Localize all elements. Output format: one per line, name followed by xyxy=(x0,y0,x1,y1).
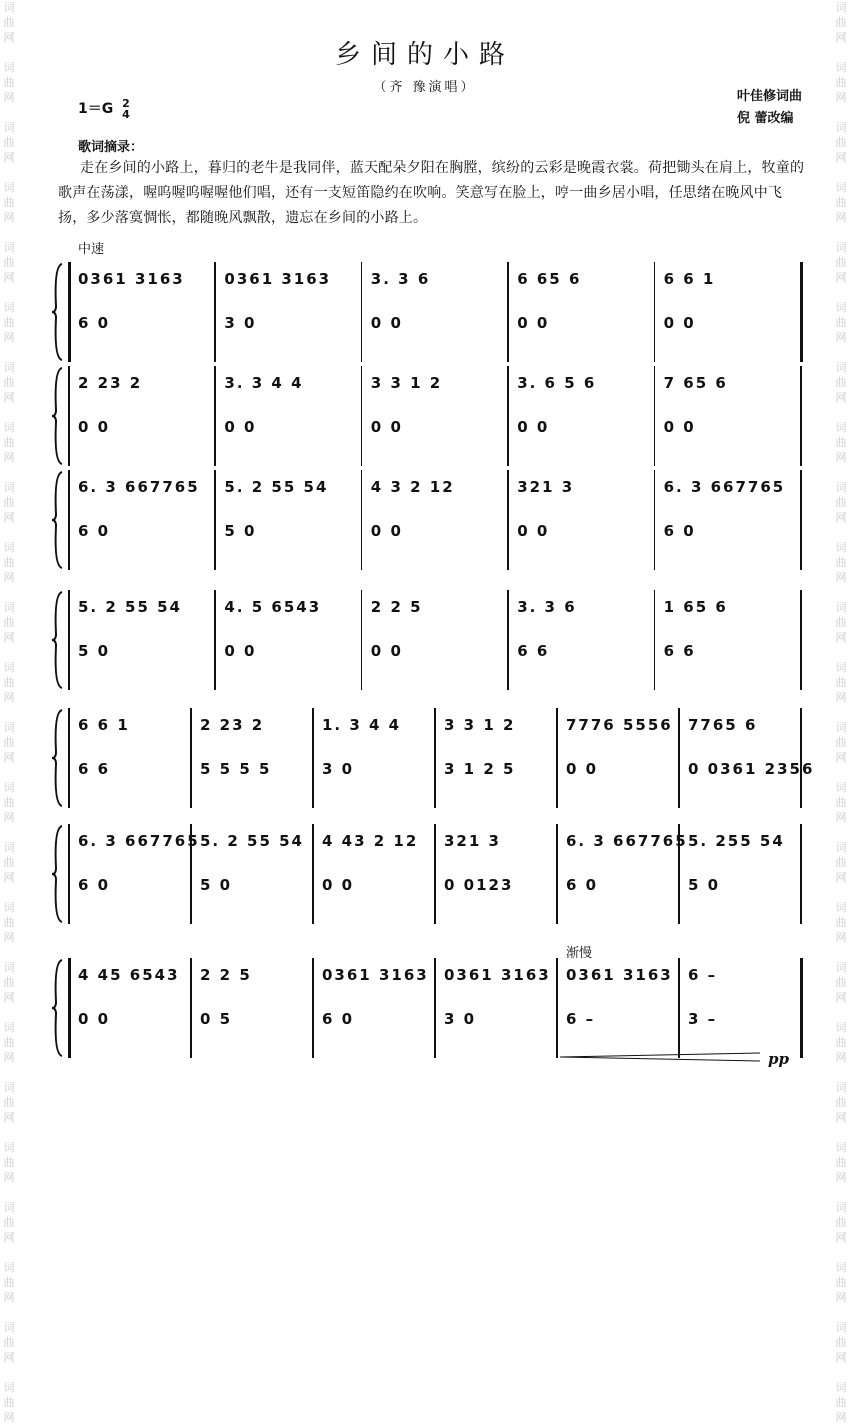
upper-staff-notes: 3 3 1 2 xyxy=(370,374,443,392)
measure xyxy=(517,262,649,362)
measure xyxy=(78,470,210,570)
measure xyxy=(688,708,815,808)
measure xyxy=(322,824,430,924)
upper-staff-notes: 7 65 6 xyxy=(663,374,728,392)
score-system xyxy=(58,470,802,570)
upper-staff-notes: 6. 3 667765 xyxy=(663,478,786,496)
measure xyxy=(78,590,210,690)
lower-staff-notes: 3 0 xyxy=(322,760,355,778)
measure xyxy=(444,708,552,808)
lower-staff-notes: 5 0 xyxy=(78,642,111,660)
score-system xyxy=(58,824,802,924)
barline xyxy=(800,958,803,1058)
barline xyxy=(800,708,802,808)
lower-staff-notes: 6 6 xyxy=(663,642,696,660)
score-system xyxy=(58,958,802,1058)
measure xyxy=(566,824,688,924)
lower-staff-notes: 5 0 xyxy=(224,522,257,540)
measure xyxy=(200,708,308,808)
measure xyxy=(78,708,186,808)
lower-staff-notes: 3 1 2 5 xyxy=(444,760,516,778)
barline xyxy=(507,470,509,570)
barline xyxy=(68,824,70,924)
key-label: 1＝G xyxy=(78,101,114,117)
barline xyxy=(678,708,680,808)
lower-staff-notes: 0 0 xyxy=(663,314,696,332)
song-title: 乡间的小路 xyxy=(334,40,515,70)
upper-staff-notes: 0361 3163 xyxy=(78,270,185,288)
barline xyxy=(800,262,803,362)
measure xyxy=(517,366,649,466)
barline xyxy=(68,958,71,1058)
barline xyxy=(434,708,436,808)
barline xyxy=(214,262,216,362)
upper-staff-notes: 0361 3163 xyxy=(566,966,673,984)
lower-staff-notes: 3 – xyxy=(688,1010,718,1028)
lyrics-heading: 歌词摘录： xyxy=(78,140,144,155)
barline xyxy=(556,708,558,808)
upper-staff-notes: 6. 3 667765 xyxy=(566,832,688,850)
barline xyxy=(800,470,802,570)
barline xyxy=(800,590,802,690)
score-system xyxy=(58,366,802,466)
dynamic-pp: pp xyxy=(768,1050,789,1068)
upper-staff-notes: 7776 5556 xyxy=(566,716,673,734)
lower-staff-notes: 6 0 xyxy=(78,522,111,540)
arranger: 倪 蕾改编 xyxy=(736,111,794,126)
upper-staff-notes: 7765 6 xyxy=(688,716,758,734)
lower-staff-notes: 6 0 xyxy=(663,522,696,540)
lower-staff-notes: 0 0 xyxy=(224,418,257,436)
lower-staff-notes: 0 0 xyxy=(370,314,403,332)
upper-staff-notes: 3. 3 6 xyxy=(517,598,577,616)
upper-staff-notes: 6 6 1 xyxy=(78,716,130,734)
key-signature xyxy=(78,98,130,120)
time-bottom: 4 xyxy=(122,108,130,121)
upper-staff-notes: 2 2 5 xyxy=(200,966,252,984)
lower-staff-notes: 0 5 xyxy=(200,1010,233,1028)
lower-staff-notes: 5 5 5 5 xyxy=(200,760,272,778)
barline xyxy=(434,958,436,1058)
time-top: 2 xyxy=(122,97,130,110)
lower-staff-notes: 0 0 xyxy=(78,1010,111,1028)
barline xyxy=(654,470,656,570)
measure xyxy=(371,470,503,570)
lower-staff-notes: 0 0 xyxy=(517,522,550,540)
lower-staff-notes: 0 0 xyxy=(322,876,355,894)
score-system xyxy=(58,262,802,362)
barline xyxy=(654,262,656,362)
barline xyxy=(800,824,802,924)
barline xyxy=(68,262,71,362)
measure xyxy=(444,958,552,1058)
barline xyxy=(654,590,656,690)
upper-staff-notes: 4. 5 6543 xyxy=(224,598,322,616)
barline xyxy=(312,958,314,1058)
upper-staff-notes: 3. 6 5 6 xyxy=(517,374,597,392)
barline xyxy=(434,824,436,924)
barline xyxy=(361,262,363,362)
measure xyxy=(664,590,796,690)
measure xyxy=(224,590,356,690)
tempo-mark: 中速 xyxy=(78,242,105,257)
lower-staff-notes: 6 0 xyxy=(566,876,599,894)
system-brace xyxy=(52,958,64,1058)
upper-staff-notes: 6. 3 667765 xyxy=(78,478,200,496)
barline xyxy=(507,366,509,466)
upper-staff-notes: 2 2 5 xyxy=(370,598,423,616)
upper-staff-notes: 4 3 2 12 xyxy=(370,478,455,496)
measure xyxy=(664,470,796,570)
lower-staff-notes: 0 0 xyxy=(517,418,550,436)
barline xyxy=(68,590,70,690)
upper-staff-notes: 6. 3 667765 xyxy=(78,832,200,850)
upper-staff-notes: 0361 3163 xyxy=(322,966,429,984)
system-brace xyxy=(52,470,64,570)
barline xyxy=(190,958,192,1058)
barline xyxy=(312,824,314,924)
upper-staff-notes: 3. 3 6 xyxy=(370,270,431,288)
lower-staff-notes: 6 0 xyxy=(322,1010,355,1028)
barline xyxy=(214,366,216,466)
watermark-left: 词 曲 网 词 曲 网 词 曲 网 词 曲 网 词 曲 网 词 曲 网 词 曲 网 词 曲 网 词 曲 网 词 曲 网 词 曲 网 词 曲 网 词 曲 网 词 曲 网 词 曲 网 词 曲 网 词 曲 网 词 曲 网 词 曲 网 词 曲 网 词 曲 网 词 曲 网 词 曲 网 词 曲 网 xyxy=(3,1,15,1424)
measure xyxy=(566,708,674,808)
measure xyxy=(78,366,210,466)
barline xyxy=(214,590,216,690)
upper-staff-notes: 6 6 1 xyxy=(663,270,716,288)
lower-staff-notes: 5 0 xyxy=(200,876,233,894)
barline xyxy=(214,470,216,570)
barline xyxy=(654,366,656,466)
measure xyxy=(517,470,649,570)
measure xyxy=(688,958,796,1058)
lower-staff-notes: 0 0 xyxy=(663,418,696,436)
measure xyxy=(224,470,356,570)
measure xyxy=(664,366,796,466)
measure xyxy=(517,590,649,690)
upper-staff-notes: 5. 2 55 54 xyxy=(224,478,329,496)
lyrics-text: 走在乡间的小路上，暮归的老牛是我同伴，蓝天配朵夕阳在胸膛，缤纷的云彩是晚霞衣裳。荷把锄头在肩上，牧童的歌声在荡漾，喔呜喔呜喔喔他们唱，还有一支短笛隐约在吹响。笑意写在脸上，哼一曲乡居小唱，任思绪在晚风中飞扬，多少落寞惆怅，都随晚风飘散，遗忘在乡间的小路上。 xyxy=(58,160,805,226)
upper-staff-notes: 2 23 2 xyxy=(78,374,143,392)
lower-staff-notes: 0 0123 xyxy=(444,876,514,894)
barline xyxy=(556,824,558,924)
barline xyxy=(507,590,509,690)
score-system xyxy=(58,708,815,808)
upper-staff-notes: 0361 3163 xyxy=(444,966,551,984)
measure xyxy=(444,824,552,924)
barline xyxy=(68,366,70,466)
lower-staff-notes: 0 0 xyxy=(370,642,403,660)
upper-staff-notes: 6 – xyxy=(688,966,718,984)
barline xyxy=(678,958,680,1058)
barline xyxy=(800,366,802,466)
upper-staff-notes: 6 65 6 xyxy=(517,270,582,288)
measure xyxy=(371,366,503,466)
system-brace xyxy=(52,708,64,808)
system-brace xyxy=(52,262,64,362)
upper-staff-notes: 4 43 2 12 xyxy=(322,832,419,850)
barline xyxy=(556,958,558,1058)
lower-staff-notes: 0 0361 2356 xyxy=(688,760,815,778)
upper-staff-notes: 3. 3 4 4 xyxy=(224,374,304,392)
measure xyxy=(371,590,503,690)
performer-line: （齐 豫演唱） xyxy=(373,80,477,95)
measure xyxy=(224,366,356,466)
barline xyxy=(361,470,363,570)
measure xyxy=(78,958,186,1058)
upper-staff-notes: 321 3 xyxy=(444,832,501,850)
measure xyxy=(200,958,308,1058)
measure xyxy=(664,262,796,362)
upper-staff-notes: 0361 3163 xyxy=(224,270,332,288)
measure xyxy=(322,958,430,1058)
lower-staff-notes: 0 0 xyxy=(78,418,111,436)
barline xyxy=(361,590,363,690)
measure xyxy=(78,262,210,362)
barline xyxy=(312,708,314,808)
barline xyxy=(361,366,363,466)
upper-staff-notes: 4 45 6543 xyxy=(78,966,180,984)
lower-staff-notes: 3 0 xyxy=(444,1010,477,1028)
lower-staff-notes: 6 6 xyxy=(78,760,111,778)
lower-staff-notes: 0 0 xyxy=(566,760,599,778)
measure xyxy=(371,262,503,362)
time-signature xyxy=(122,98,130,120)
score-system xyxy=(58,590,802,690)
measure xyxy=(224,262,356,362)
lower-staff-notes: 6 0 xyxy=(78,314,111,332)
measure xyxy=(78,824,200,924)
upper-staff-notes: 3 3 1 2 xyxy=(444,716,516,734)
barline xyxy=(507,262,509,362)
lower-staff-notes: 5 0 xyxy=(688,876,721,894)
lower-staff-notes: 0 0 xyxy=(370,522,403,540)
watermark-right: 词 曲 网 词 曲 网 词 曲 网 词 曲 网 词 曲 网 词 曲 网 词 曲 网 词 曲 网 词 曲 网 词 曲 网 词 曲 网 词 曲 网 词 曲 网 词 曲 网 词 曲 网 词 曲 网 词 曲 网 词 曲 网 词 曲 网 词 曲 网 词 曲 网 词 曲 网 词 曲 网 词 曲 网 xyxy=(835,1,847,1424)
credits xyxy=(737,86,802,130)
measure xyxy=(322,708,430,808)
upper-staff-notes: 5. 2 55 54 xyxy=(78,598,182,616)
system-brace xyxy=(52,824,64,924)
upper-staff-notes: 1 65 6 xyxy=(663,598,728,616)
measure xyxy=(200,824,308,924)
lyricist-composer: 叶佳修词曲 xyxy=(736,89,802,104)
lower-staff-notes: 3 0 xyxy=(224,314,257,332)
upper-staff-notes: 5. 2 55 54 xyxy=(200,832,304,850)
system-brace xyxy=(52,366,64,466)
upper-staff-notes: 321 3 xyxy=(517,478,575,496)
barline xyxy=(190,708,192,808)
lower-staff-notes: 0 0 xyxy=(224,642,257,660)
system-brace xyxy=(52,590,64,690)
slowdown-mark: 渐慢 xyxy=(566,946,593,961)
lower-staff-notes: 6 – xyxy=(566,1010,596,1028)
lower-staff-notes: 0 0 xyxy=(370,418,403,436)
lower-staff-notes: 6 6 xyxy=(517,642,550,660)
barline xyxy=(68,470,70,570)
lower-staff-notes: 6 0 xyxy=(78,876,111,894)
upper-staff-notes: 5. 255 54 xyxy=(688,832,785,850)
upper-staff-notes: 1. 3 4 4 xyxy=(322,716,402,734)
barline xyxy=(68,708,70,808)
measure xyxy=(566,958,674,1058)
upper-staff-notes: 2 23 2 xyxy=(200,716,265,734)
measure xyxy=(688,824,796,924)
lower-staff-notes: 0 0 xyxy=(517,314,550,332)
